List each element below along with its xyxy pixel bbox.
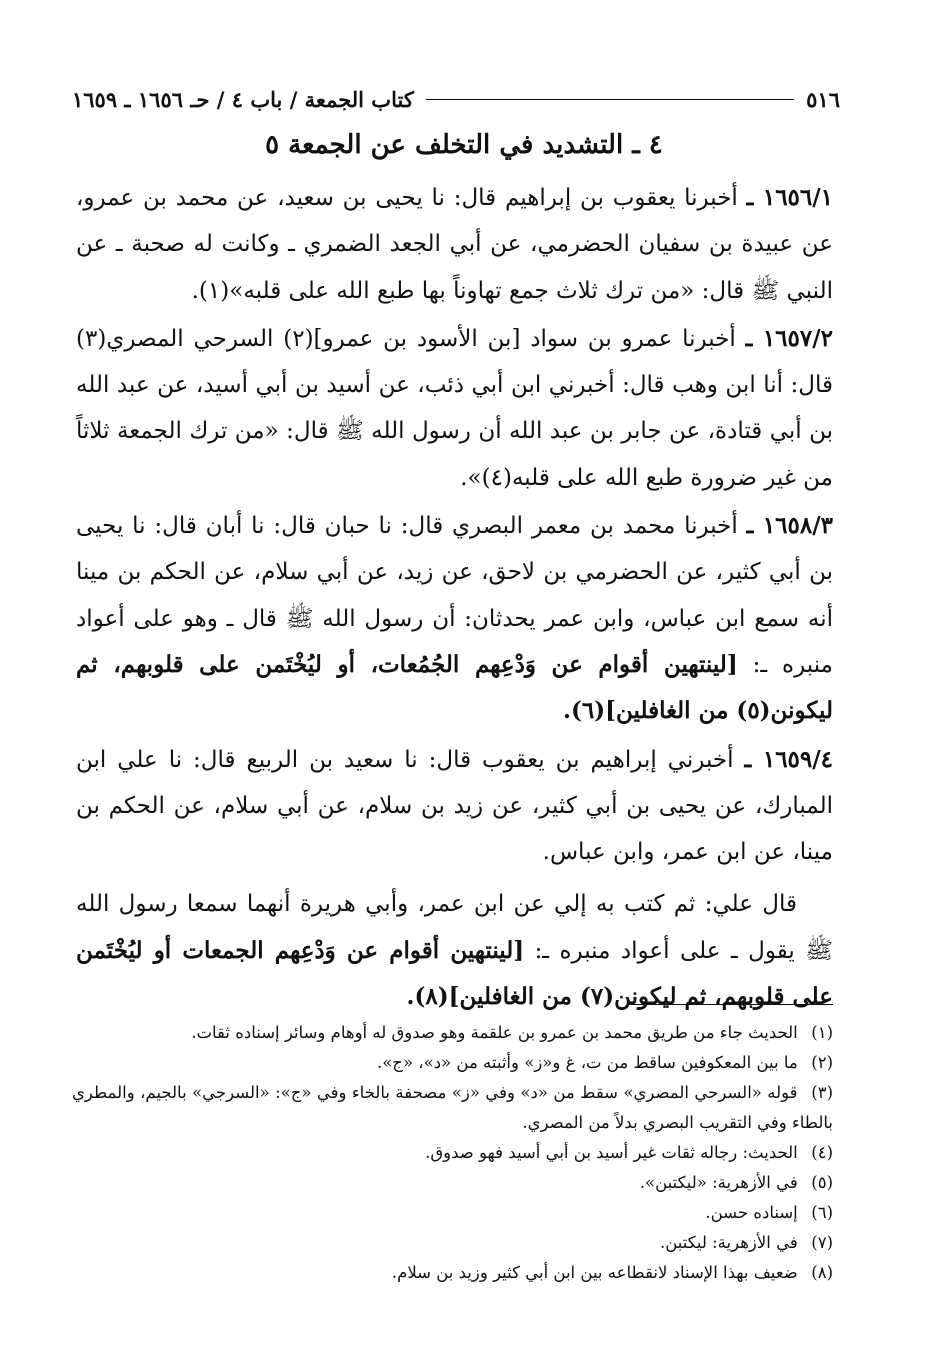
footnote-number: (٦): [811, 1203, 833, 1222]
footnote-number: (٥): [811, 1173, 833, 1192]
footnote-text: ضعيف بهذا الإسناد لانقطاعه بين ابن أبي كثير وزيد بن سلام.: [391, 1263, 798, 1282]
footnote-item: [72, 1168, 833, 1198]
hadith-number: ١٦٥٧/٢ ـ: [745, 324, 833, 352]
footnote-text: إسناده حسن.: [705, 1203, 798, 1222]
footnote-number: (٢): [811, 1053, 833, 1072]
footnote-item: [72, 1198, 833, 1228]
hadith-text: أخبرنا يعقوب بن إبراهيم قال: نا يحيى بن سعيد، عن محمد بن عمرو، عن عبيدة بن سفيان الحضرمي، عن أبي الجعد الضمري ـ وكانت له صحبة ـ عن النبي ﷺ قال: «من ترك ثلاث جمع تهاوناً بها طبع الله على قلبه»(١).: [76, 185, 833, 304]
hadith-text: أخبرنا عمرو بن سواد [بن الأسود بن عمرو](٢) السرحي المصري(٣) قال: أنا ابن وهب قال: أخبرني ابن أبي ذئب، عن أسيد بن أبي أسيد، عن عبد الله بن أبي قتادة، عن جابر بن عبد الله أن رسول الله ﷺ قال: «من ترك الجمعة ثلاثاً من غير ضرورة طبع الله على قلبه(٤)».: [76, 325, 833, 491]
footnote-number: (٤): [811, 1143, 833, 1162]
footnote-text: الحديث جاء من طريق محمد بن عمرو بن علقمة وهو صدوق له أوهام وسائر إسناده ثقات.: [191, 1023, 798, 1042]
footnotes-list: [72, 1018, 833, 1288]
footnote-number: (٧): [811, 1233, 833, 1252]
running-header: [72, 82, 840, 116]
hadith-1659-continuation: [76, 881, 833, 1020]
hadith-text: أخبرني إبراهيم بن يعقوب قال: نا سعيد بن الربيع قال: نا علي ابن المبارك، عن يحيى بن أبي كثير، عن زيد بن سلام، عن أبي سلام، عن الحكم بن مينا، عن ابن عمر، وابن عباس.: [76, 746, 833, 866]
hadith-1656: [76, 175, 833, 314]
footnote-text: الحديث: رجاله ثقات غير أسيد بن أبي أسيد فهو صدوق.: [425, 1143, 798, 1162]
footnote-number: (٨): [811, 1263, 833, 1282]
footnote-item: [72, 1018, 833, 1048]
footnote-number: (١): [811, 1023, 833, 1042]
footnote-separator: [628, 1004, 833, 1005]
footnote-item: [72, 1078, 833, 1138]
header-rule: [426, 99, 794, 100]
hadith-number: ١٦٥٩/٤ ـ: [744, 745, 834, 773]
main-text: [76, 175, 833, 1020]
footnote-text: ما بين المعكوفين ساقط من ت، غ و«ز» وأثبته من «د»، «ج».: [376, 1053, 798, 1072]
footnote-item: [72, 1228, 833, 1258]
hadith-1658: [76, 503, 833, 734]
hadith-1659: [76, 737, 833, 876]
continuation-text: قال علي: ثم كتب به إلي عن ابن عمر، وأبي هريرة أنهما سمعا رسول الله ﷺ يقول ـ على أعواد منبره ـ:: [76, 891, 833, 964]
page-number: ٥١٦: [806, 86, 840, 112]
footnote-text: في الأزهرية: ليكتبن.: [659, 1233, 798, 1252]
section-title: ٤ ـ التشديد في التخلف عن الجمعة ٥: [265, 130, 663, 160]
hadith-1657: [76, 316, 833, 501]
footnote-text: في الأزهرية: «ليكتبن».: [639, 1173, 798, 1192]
hadith-text: أخبرنا محمد بن معمر البصري قال: نا حبان قال: نا أبان قال: نا يحيى بن أبي كثير، عن الحضرمي بن لاحق، عن زيد، عن أبي سلام، عن الحكم بن مينا أنه سمع ابن عباس، وابن عمر يحدثان: أن رسول الله ﷺ قال ـ وهو على أعواد منبره ـ:: [76, 513, 833, 678]
footnote-number: (٣): [811, 1083, 833, 1102]
hadith-number: ١٦٥٨/٣ ـ: [746, 512, 833, 540]
hadith-matn: [لينتهين أقوام عن وَدْعِهم الجُمُعات، أو ليُخْتَمن على قلوبهم، ثم ليكونن(٥) من الغافلين](٦).: [76, 650, 833, 725]
footnote-item: [72, 1258, 833, 1288]
footnote-item: [72, 1048, 833, 1078]
running-title: كتاب الجمعة / باب ٤ / حـ ١٦٥٦ ـ ١٦٥٩: [72, 86, 414, 112]
footnote-text: قوله «السرحي المصري» سقط من «د» وفي «ز» مصحفة بالخاء وفي «ج»: «السرجي» بالجيم، والمطري بالطاء وفي التقريب البصري بدلاً من المصري.: [72, 1083, 833, 1132]
continuation-matn: [لينتهين أقوام عن وَدْعِهم الجمعات أو ليُخْتَمن على قلوبهم، ثم ليكونن(٧) من الغافلين](٨).: [76, 936, 833, 1011]
footnote-item: [72, 1138, 833, 1168]
hadith-number: ١٦٥٦/١ ـ: [746, 184, 834, 211]
